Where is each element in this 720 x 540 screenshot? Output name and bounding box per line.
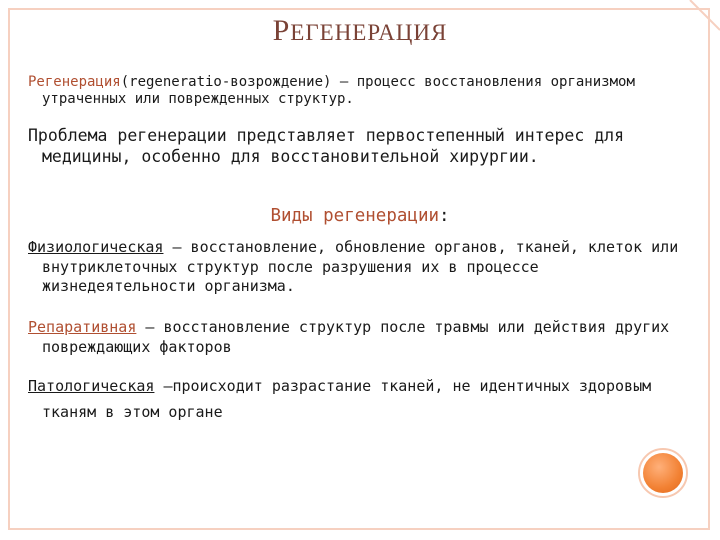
intro-term: Регенерация	[28, 74, 121, 90]
type-term: Патологическая	[28, 377, 155, 395]
type-term: Репаративная	[28, 318, 137, 336]
type-term: Физиологическая	[28, 238, 164, 256]
problem-paragraph: Проблема регенерации представляет первостепенный интерес для медицины, особенно для восстановительной хирургии.	[28, 126, 625, 166]
intro-paragraph	[28, 74, 690, 108]
type-item	[28, 373, 690, 426]
circle-fill	[643, 453, 683, 493]
types-heading-colon: :	[439, 206, 450, 226]
type-item	[28, 238, 690, 297]
types-heading	[0, 206, 720, 226]
intro-text: (regeneratio-возрождение) – процесс восстановления организмом утраченных или поврежденных структур.	[42, 74, 635, 108]
type-description: – восстановление структур после травмы или действия других повреждающих факторов	[42, 318, 670, 356]
types-heading-text: Виды регенерации	[270, 206, 440, 226]
type-description: –происходит разрастание тканей, не идентичных здоровым тканям в этом органе	[42, 377, 652, 422]
decorative-circle	[638, 448, 688, 498]
type-description: – восстановление, обновление органов, тканей, клеток или внутриклеточных структур после разрушения их в процессе жизнедеятельности организма.	[42, 238, 679, 295]
type-item	[28, 318, 690, 357]
title-rest: ЕГЕНЕРАЦИЯ	[290, 20, 448, 45]
slide-title	[0, 14, 720, 48]
title-first-letter: Р	[272, 14, 291, 47]
